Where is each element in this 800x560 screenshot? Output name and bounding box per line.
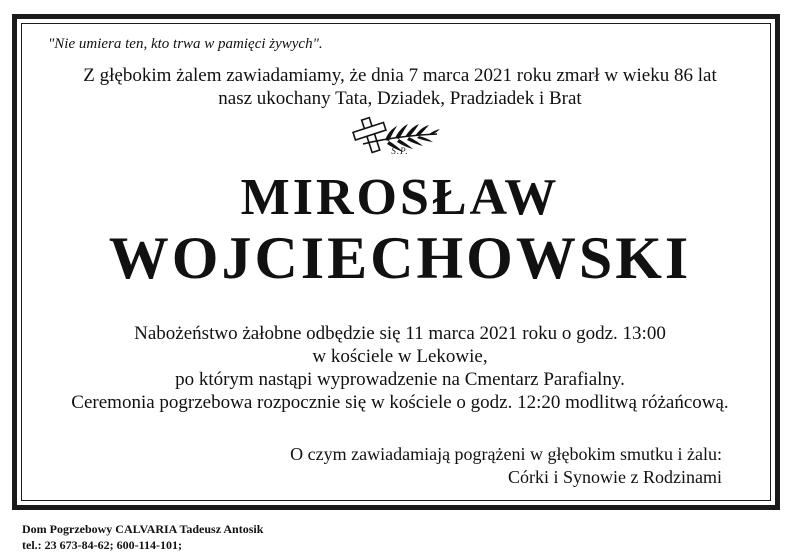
- announcement-line-2: nasz ukochany Tata, Dziadek, Pradziadek i Brat: [218, 88, 582, 109]
- deceased-first-name: MIROSŁAW: [240, 169, 560, 226]
- service-line-3: po którym nastąpi wyprowadzenie na Cmentarz Parafialny.: [175, 369, 625, 390]
- funeral-home-name: Dom Pogrzebowy CALVARIA Tadeusz Antosik: [22, 522, 264, 536]
- mourners-line-2: Córki i Synowie z Rodzinami: [508, 467, 722, 487]
- sp-label: Ś.P.: [391, 146, 409, 156]
- funeral-home-phone: tel.: 23 673-84-62; 600-114-101;: [22, 538, 182, 552]
- motto-quote: "Nie umiera ten, kto trwa w pamięci żywych".: [48, 36, 323, 52]
- service-line-4: Ceremonia pogrzebowa rozpocznie się w kościele o godz. 12:20 modlitwą różańcową.: [71, 392, 729, 413]
- service-line-2: w kościele w Lekowie,: [312, 346, 488, 367]
- announcement-line-1: Z głębokim żalem zawiadamiamy, że dnia 7 marca 2021 roku zmarł w wieku 86 lat: [83, 65, 717, 86]
- mourners-line-1: O czym zawiadamiają pogrążeni w głębokim smutku i żalu:: [290, 444, 722, 464]
- service-line-1: Nabożeństwo żałobne odbędzie się 11 marca 2021 roku o godz. 13:00: [134, 323, 666, 344]
- deceased-last-name: WOJCIECHOWSKI: [108, 225, 692, 291]
